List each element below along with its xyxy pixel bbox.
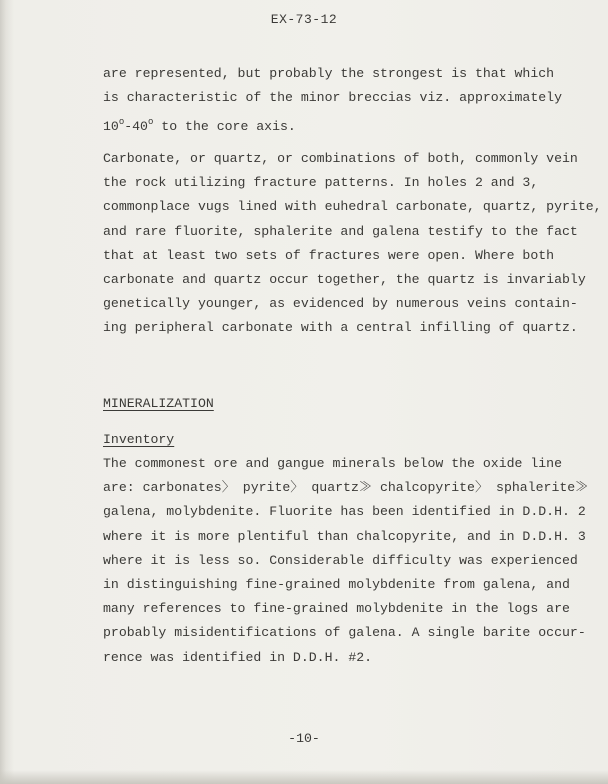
text-line: is characteristic of the minor breccias viz. approximately xyxy=(103,90,562,106)
document-id: EX-73-12 xyxy=(270,12,338,27)
text-line: that at least two sets of fractures were open. Where both xyxy=(103,247,555,263)
subsection-heading: Inventory xyxy=(103,432,175,447)
text-line: galena, molybdenite. Fluorite has been identified in D.D.H. 2 xyxy=(103,504,586,520)
angle-end: -40 xyxy=(124,119,148,135)
text-line: The commonest ore and gangue minerals below the oxide line xyxy=(103,456,562,471)
text-line: and rare fluorite, sphalerite and galena testify to the fact xyxy=(103,223,578,239)
text-line: ing peripheral carbonate with a central infilling of quartz. xyxy=(103,320,578,336)
section-heading: MINERALIZATION xyxy=(103,396,214,411)
text-line: rence was identified in D.D.H. #2. xyxy=(103,649,373,665)
text-line: commonplace vugs lined with euhedral carbonate, quartz, pyrite, xyxy=(103,199,602,215)
text-line: carbonate and quartz occur together, the quartz is invariably xyxy=(103,271,586,287)
text-line: where it is more plentiful than chalcopyrite, and in D.D.H. 3 xyxy=(103,528,586,544)
text-line: genetically younger, as evidenced by numerous veins contain- xyxy=(103,296,578,312)
paragraph-carbonate-quartz xyxy=(103,147,602,341)
angle-start: 10 xyxy=(103,119,119,135)
angle-suffix: to the core axis. xyxy=(153,119,296,135)
text-line-angles xyxy=(103,110,583,134)
scan-edge-shadow xyxy=(0,770,608,784)
degree-superscript: o xyxy=(118,117,125,128)
page-number: -10- xyxy=(288,731,320,746)
paragraph-inventory xyxy=(103,452,589,670)
text-line: the rock utilizing fracture patterns. In holes 2 and 3, xyxy=(103,175,539,191)
text-line: probably misidentifications of galena. A single barite occur- xyxy=(103,625,586,641)
text-line: in distinguishing fine-grained molybdenite from galena, and xyxy=(103,576,570,592)
text-line: many references to fine-grained molybdenite in the logs are xyxy=(103,601,570,617)
text-line: where it is less so. Considerable difficulty was experienced xyxy=(103,552,578,568)
degree-superscript: o xyxy=(147,117,154,128)
paragraph-breccia-orientation xyxy=(103,62,583,135)
text-line: are: carbonates〉 pyrite〉 quartz≫ chalcopyrite〉 sphalerite≫ xyxy=(103,480,589,496)
text-line: Carbonate, or quartz, or combinations of both, commonly vein xyxy=(103,151,578,166)
text-line: are represented, but probably the strongest is that which xyxy=(103,66,555,81)
